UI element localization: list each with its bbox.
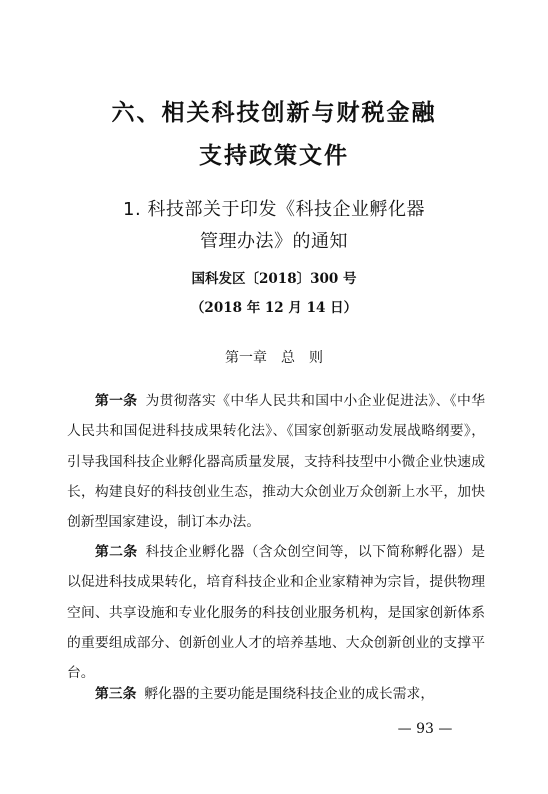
- article-1-text: 为贯彻落实《中华人民共和国中小企业促进法》、《中华人民共和国促进科技成果转化法》、《国家创新驱动发展战略纲要》，引导我国科技企业孵化器高质量发展，支持科技型中小微企业快速成长，构建良好的科技创业生态，推动大众创业万众创新上水平，加快创新型国家建设，制订本办法。: [67, 393, 486, 531]
- article-3: [67, 679, 485, 709]
- document-date: （2018 年 12 月 14 日）: [190, 300, 358, 316]
- notice-title-line-2: 管理办法》的通知: [200, 231, 348, 252]
- page-number: — 93 —: [397, 721, 453, 737]
- article-2-label: 第二条: [95, 544, 138, 560]
- article-3-text: 孵化器的主要功能是围绕科技企业的成长需求，: [144, 686, 435, 702]
- section-heading-line-2: 支持政策文件: [199, 142, 349, 169]
- article-1: [67, 386, 485, 537]
- section-heading-line-1: 六、相关科技创新与财税金融: [111, 99, 437, 126]
- article-2: [67, 537, 485, 688]
- article-2-text: 科技企业孵化器（含众创空间等，以下简称孵化器）是以促进科技成果转化，培育科技企业和企业家精神为宗旨，提供物理空间、共享设施和专业化服务的科技创业服务机构，是国家创新体系的重要组成部分、创新创业人才的培养基地、大众创新创业的支撑平台。: [67, 544, 486, 682]
- chapter-title: 第一章 总 则: [225, 350, 323, 366]
- notice-title-line-1: 1. 科技部关于印发《科技企业孵化器: [123, 199, 425, 220]
- document-number: 国科发区〔2018〕300 号: [191, 271, 357, 287]
- article-3-label: 第三条: [95, 686, 137, 702]
- article-1-label: 第一条: [95, 393, 138, 409]
